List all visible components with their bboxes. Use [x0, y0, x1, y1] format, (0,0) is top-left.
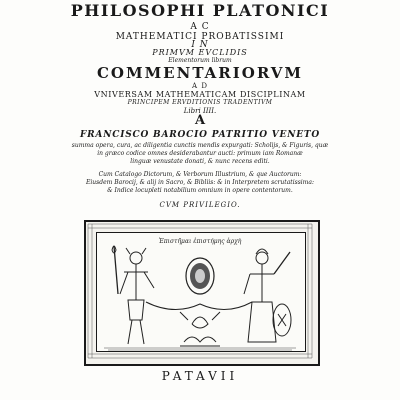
in-word: I N: [191, 40, 209, 50]
body-line-2: in græco codice omnes desiderabantur aucti: primum iam Romanæ: [97, 150, 303, 157]
author-line: FRANCISCO BAROCIO PATRITIO VENETO: [79, 130, 321, 140]
a-letter: A: [194, 113, 206, 128]
central-medallion: [186, 258, 214, 294]
right-figure: [244, 249, 291, 342]
ground-hatching: [104, 348, 296, 350]
imprint-city: PATAVII: [161, 369, 239, 383]
privilege-line: CVM PRIVILEGIO.: [159, 201, 241, 209]
garland: [146, 302, 252, 310]
primum-euclidis-line: PRIMVM EVCLIDIS: [152, 48, 248, 57]
emblem-motto: Ἐπιστῆμαι ἐπιστήμης ἀρχὴ: [158, 238, 242, 245]
body-line-4: Cum Catalogo Dictorum, & Verborum Illustrium, & que Auctorum:: [98, 171, 302, 178]
principem-line: PRINCIPEM ERVDITIONIS TRADENTIVM: [127, 99, 273, 106]
title-line-philosophi: PHILOSOPHI PLATONICI: [70, 1, 330, 20]
elementorum-line: Elementorum librum: [168, 57, 232, 64]
left-figure: [112, 246, 154, 344]
body-line-1: summa opera, cura, ac diligentia cunctis mendis expurgati: Scholijs, & Figuris, quæ: [71, 142, 329, 149]
ad-word: A D: [192, 82, 208, 90]
commentariorum-heading: COMMENTARIORVM: [96, 64, 304, 82]
body-line-3: linguæ venustate donati, & nunc recens editi.: [130, 158, 270, 165]
ac-word: A C: [190, 22, 210, 32]
vniversam-line: VNIVERSAM MATHEMATICAM DISCIPLINAM: [94, 90, 306, 99]
phoenix-emblem: [180, 312, 220, 346]
mathematici-line: MATHEMATICI PROBATISSIMI: [115, 32, 285, 42]
body-line-5: Eiusdem Barocij, & alij in Sacro, & Bibliis: & in Interpretem scrutatissima:: [86, 179, 314, 186]
title-line-ac: [0, 22, 400, 42]
libri-line: Libri IIII.: [183, 107, 217, 115]
body-line-6: & Indice locupleti notabilium omnium in opere contentorum.: [107, 187, 293, 194]
